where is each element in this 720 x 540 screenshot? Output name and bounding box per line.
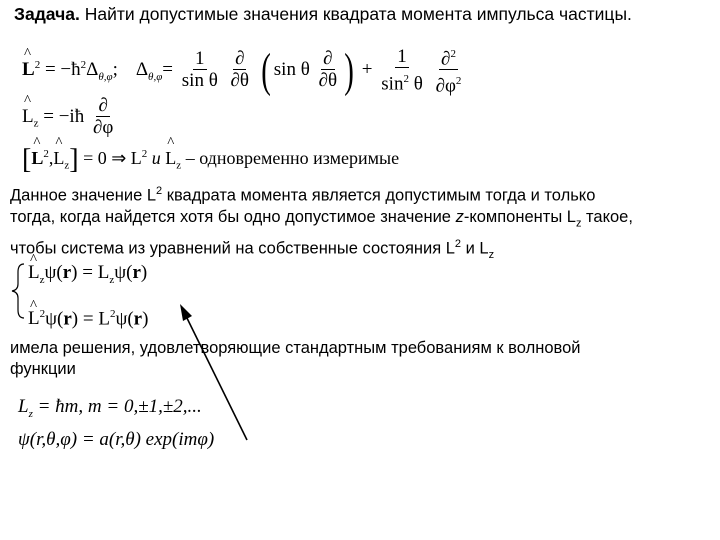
frac-1-sin: $\frac{1}{\text{sin θ}}$ [181, 48, 218, 92]
sin-theta: sin θ [273, 59, 310, 81]
formula2-eq: = −iħ [43, 105, 85, 127]
lz-operator-formula: ^ $L_z$ = −iħ $\frac{\partial}{\partial\varphi}$ [22, 96, 117, 139]
and-word: и [147, 148, 166, 169]
para1-line1: Данное значение $L^2$ квадрата момента является допустимым тогда и только [10, 185, 596, 205]
frac-d-dtheta-2: $\frac{\partial}{\partial\theta}$ [318, 48, 338, 92]
pointer-arrow-head [180, 304, 192, 321]
system-brace [12, 264, 24, 318]
task-text: Найти допустимые значения квадрата момента импульса частицы. [79, 4, 632, 24]
para1-line3: чтобы система из уравнений на собственные состояния $L^2$ и $L_z$ [10, 237, 495, 261]
l-squared-operator: ^ L [22, 59, 35, 81]
right-paren: ) [344, 43, 354, 97]
pointer-arrow-line [184, 312, 247, 440]
para2-line1: имела решения, удовлетворяющие стандартным требованиям к волновой [10, 339, 581, 357]
semicolon: ; [112, 59, 118, 81]
commutator-formula: [^ $L^2,\^{}$ $L_z] = 0$ ⇒ $L^2$ и ^ $L_z$ – одновременно измеримые [22, 144, 399, 176]
delta-sub-2: θ,φ [148, 70, 163, 83]
lz-operator: ^ L [22, 106, 34, 128]
system-eq2: ^ $L^2\psi(r) = L^2\psi(r)$ [28, 297, 148, 336]
result-psi: ψ(r,θ,φ) = a(r,θ) exp(imφ) [18, 428, 215, 450]
delta-symbol: Δ [86, 59, 99, 81]
task-label: Задача. [14, 4, 80, 24]
frac-1-sin2: $\frac{1}{\sin^2 \theta}$ [381, 45, 423, 94]
frac-d2-dphi2: $\frac{\partial^2}{\partial\varphi^2}$ [434, 44, 464, 98]
para1-line2: тогда, когда найдется хотя бы одно допустимое значение z-компоненты $L_z$ такое, [10, 207, 633, 229]
lz-hat-2: ^ L [165, 148, 176, 169]
comm-lz: ^ L [53, 148, 64, 169]
delta-symbol-2: Δ [135, 59, 149, 81]
formula1-eq: = −ħ [44, 59, 81, 81]
frac-d-dtheta: $\frac{\partial}{\partial\theta}$ [230, 48, 250, 92]
measurable-text: – одновременно измеримые [185, 148, 400, 169]
plus-sign: + [361, 59, 373, 81]
left-paren: ( [260, 43, 271, 97]
formula1-eq2: = [162, 59, 174, 81]
frac-d-dphi: $\frac{\partial}{\partial\varphi}$ [92, 95, 114, 138]
formula3-eq: = 0 ⇒ L [83, 148, 142, 169]
delta-sub: θ,φ [98, 70, 113, 83]
comm-l2: ^ L [31, 148, 43, 169]
laplacian-formula: ^ $L^2$ = $-ħ^2\Delta_{\theta,\varphi}$; $\Delta_{\theta,\varphi}=$ $\frac{1}{\text{sin θ}}$ $\frac{\partial}{\partial\theta}$ ( sin θ $\frac{\partial}{\partial\theta}$ ) + $\frac{1}{\sin^2 \theta}$ $\frac{\partial^2}{\partial\varphi^2}$ [22, 44, 465, 98]
system-eq1: ^ $L_z\psi(r) = L_z\psi(r)$ [28, 256, 148, 297]
para2-line2: функции [10, 360, 76, 378]
result-lz: $L_z$ = ħm, m = 0,±1,±2,... [18, 396, 202, 420]
